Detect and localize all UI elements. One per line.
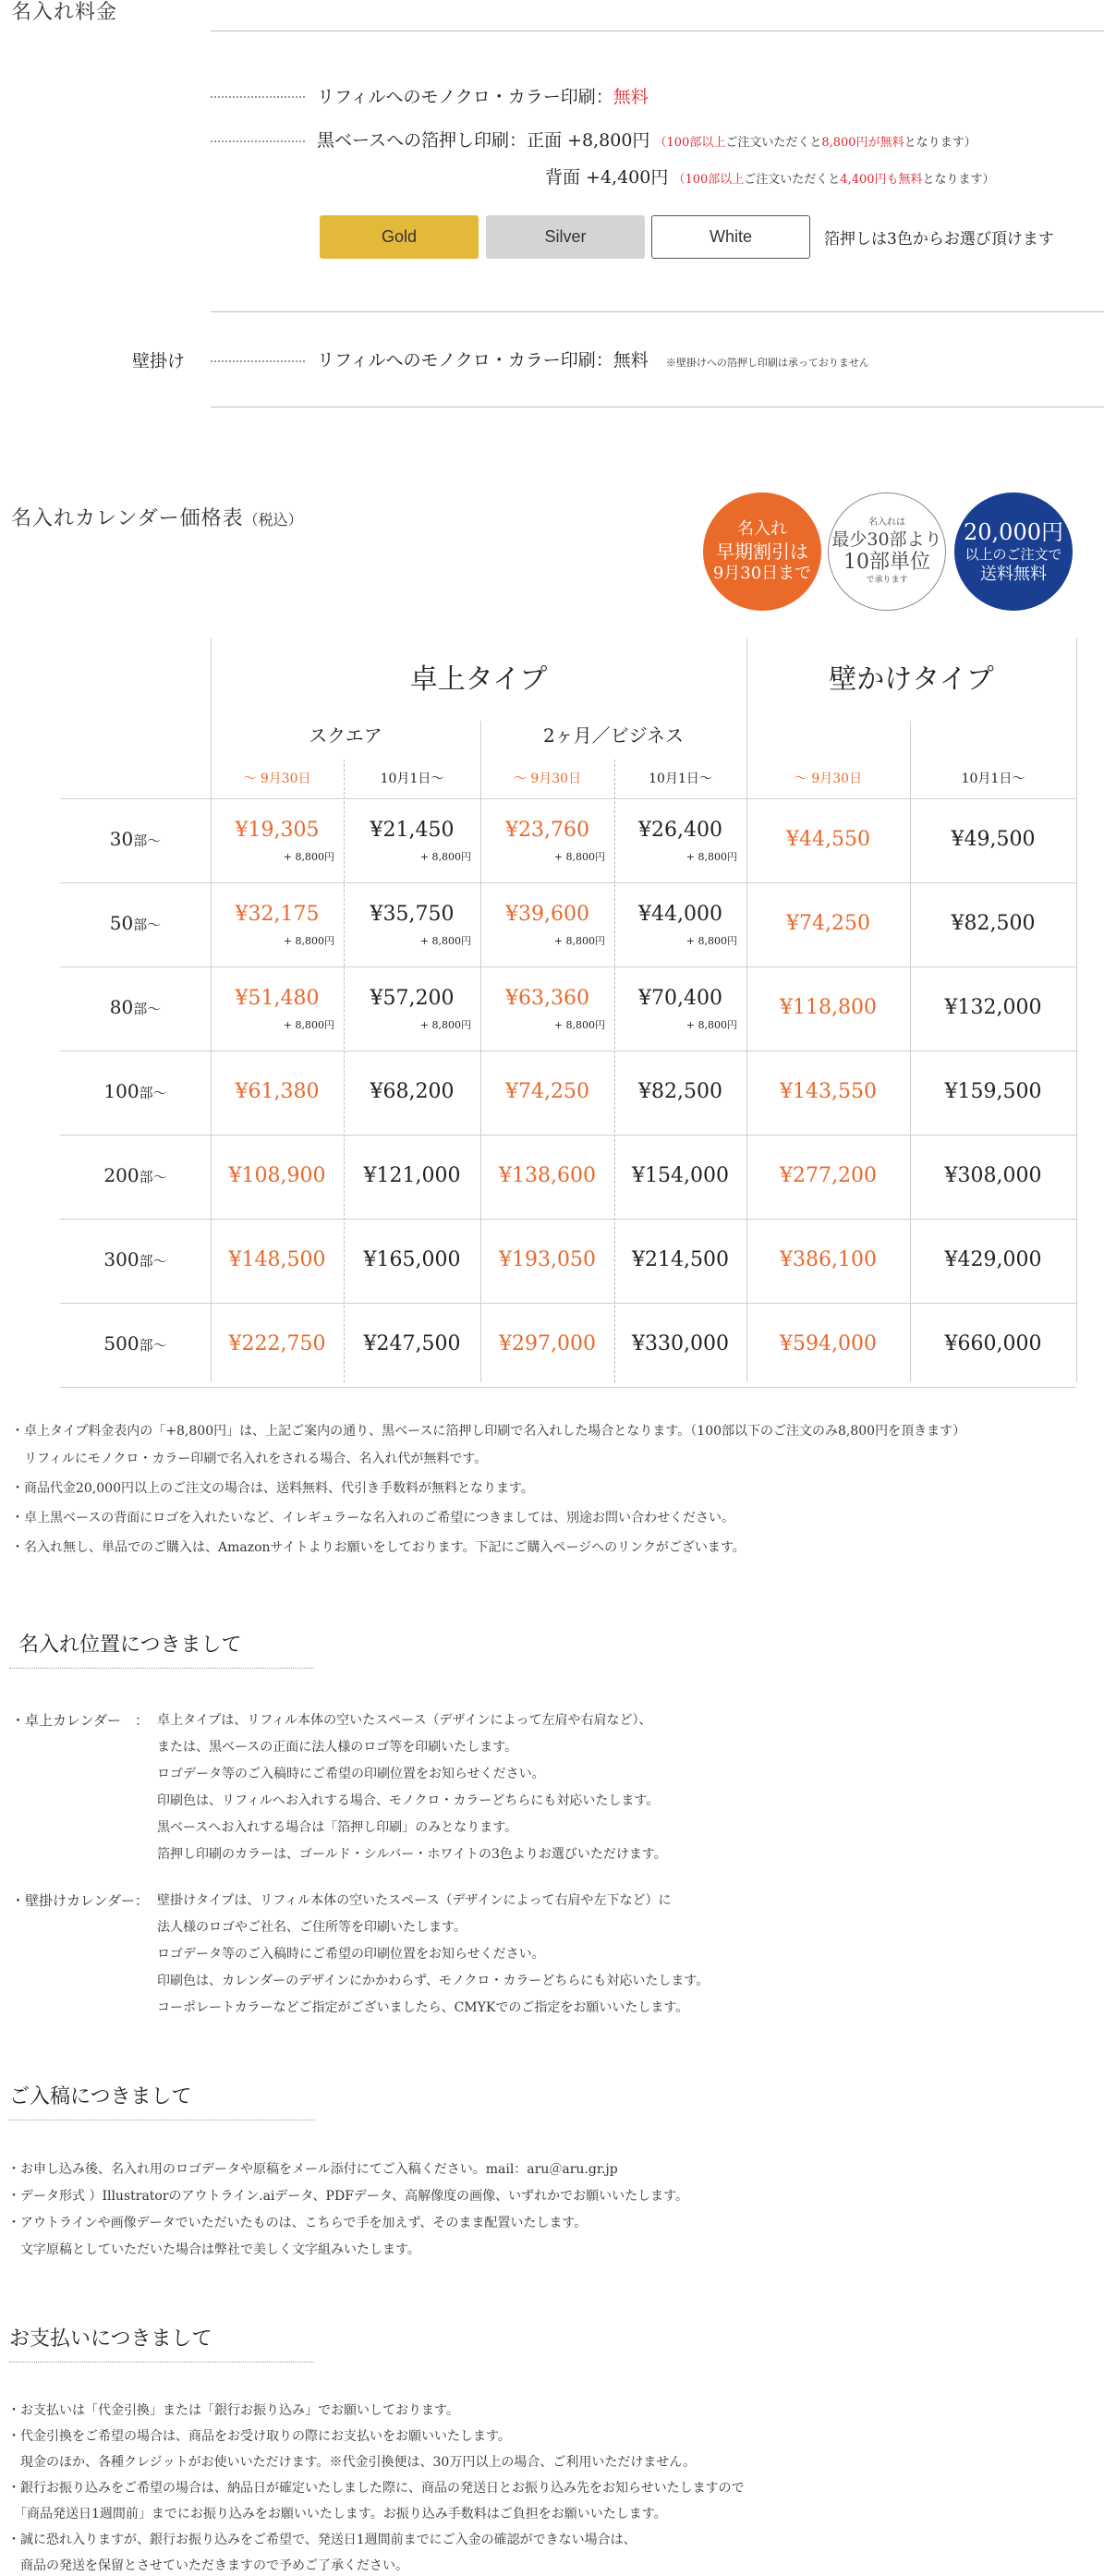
price-table-title-row [11,503,303,531]
table-row-qty [60,1248,211,1270]
qty-number: 50 [109,912,134,934]
price-cell: ¥68,200 [370,1080,455,1103]
desk-calendar-line: 黒ベースへお入れする場合は「箔押し印刷」のみとなります。 [157,1820,518,1835]
table-group-wall: 壁かけタイプ [829,663,994,696]
foil-front-price: 正面 +8,800円 [527,130,650,151]
col-header-early: ～ 9月30日 [513,772,582,786]
price-cell: ¥21,450 [370,819,455,842]
price-cell: ¥193,050 [499,1248,596,1271]
table-row-qty [60,828,211,850]
price-cell: ¥132,000 [944,996,1042,1019]
badge-min-line4: で承ります [866,576,908,586]
table-hline [60,1219,1076,1220]
desk-calendar-line: ロゴデータ等のご入稿時にご希望の印刷位置をお知らせください。 [157,1767,545,1781]
price-cell: ¥214,500 [632,1248,729,1271]
table-vline [910,721,911,1382]
price-cell: ¥121,000 [363,1164,461,1187]
price-table-title-sub: （税込） [243,511,303,529]
table-group-desk: 卓上タイプ [409,663,548,696]
foil-front-note-b: ご注文いただくと [725,136,822,150]
foil-back-price: 背面 +4,400円 [545,167,669,188]
badge-early-discount [703,492,821,611]
qty-unit: 部～ [139,1169,167,1185]
foil-back-row [545,164,995,188]
qty-unit: 部～ [133,917,162,933]
price-cell: ¥23,760 [505,819,589,842]
price-plus-note: + 8,800円 [283,851,334,863]
table-hline [60,966,1076,967]
payment-line: ・お支払いは「代金引換」または「銀行お振り込み」でお願いしております。 [7,2403,459,2418]
dotted-leader [211,96,305,98]
wall-calendar-line: 壁掛けタイプは、リフィル本体の空いたスペース（デザインによって右肩や左下など）に [157,1893,672,1908]
price-cell: ¥308,000 [944,1164,1042,1187]
badge-free-line3: 送料無料 [980,564,1047,584]
wall-calendar-line: ロゴデータ等のご入稿時にご希望の印刷位置をお知らせください。 [157,1947,545,1962]
price-cell: ¥660,000 [944,1332,1042,1355]
price-cell: ¥222,750 [228,1332,326,1355]
qty-number: 300 [103,1248,140,1270]
price-plus-note: + 8,800円 [685,1019,737,1031]
price-cell: ¥70,400 [638,987,722,1010]
price-cell: ¥49,500 [951,828,1036,851]
color-swatch-silver: Silver [486,215,645,259]
price-plus-note: + 8,800円 [553,851,605,863]
qty-number: 80 [109,996,134,1018]
col-header-late: 10月1日～ [649,772,712,786]
section-title-naire-price: 名入れ料金 [11,1,118,24]
table-row-qty [60,1080,211,1102]
price-cell: ¥19,305 [235,819,320,842]
foil-back-note-a: （100部以上 [673,173,745,187]
wall-title: 壁掛け [132,351,186,371]
price-plus-note: + 8,800円 [553,935,605,947]
price-cell: ¥594,000 [780,1332,877,1355]
table-hline [60,1303,1076,1304]
qty-number: 500 [103,1332,140,1355]
price-cell: ¥297,000 [499,1332,596,1355]
foil-back-note-d: となります） [922,173,995,187]
foil-front-note-a: （100部以上 [654,136,726,150]
foil-back-note-b: ご注文いただくと [744,173,841,187]
price-cell: ¥74,250 [505,1080,589,1103]
payment-line: ・銀行お振り込みをご希望の場合は、納品日が確定いたしました際に、商品の発送日とお振り込み先をお知らせいたしますので [7,2481,745,2496]
wall-calendar-line: 印刷色は、カレンダーのデザインにかかわらず、モノクロ・カラーどちらにも対応いたします。 [157,1974,710,1988]
badge-min-line2: 最少30部より [831,529,942,551]
price-cell: ¥429,000 [944,1248,1042,1271]
price-note: ・商品代金20,000円以上のご注文の場合は、送料無料、代引き手数料が無料となります。 [11,1481,534,1496]
table-row-qty [60,996,211,1018]
table-vline [1076,638,1077,1382]
price-cell: ¥44,550 [786,828,870,851]
price-cell: ¥44,000 [638,903,722,926]
desk-calendar-line: または、黒ベースの正面に法人様のロゴ等を印刷いたします。 [157,1740,518,1755]
badge-early-line3: 9月30日まで [712,564,812,583]
wall-value: 無料 [613,350,649,371]
price-cell: ¥51,480 [235,987,320,1010]
price-cell: ¥330,000 [632,1332,729,1355]
color-swatch-white: White [651,215,810,259]
refill-value: 無料 [613,87,649,107]
wall-label: リフィルへのモノクロ・カラー印刷： [317,350,613,371]
payment-line: 「商品発送日1週間前」までにお振り込みをお願いいたします。お振り込み手数料はご負担をお願いいたします。 [7,2507,667,2521]
price-cell: ¥159,500 [944,1080,1042,1103]
price-plus-note: + 8,800円 [283,935,334,947]
price-cell: ¥118,800 [780,996,877,1019]
table-row-qty [60,1164,211,1186]
price-cell: ¥277,200 [780,1164,877,1187]
table-sub-business: 2ヶ月／ビジネス [542,724,685,747]
badge-free-line2: 以上のご注文で [964,546,1062,564]
badge-min-line3: 10部単位 [843,550,930,574]
table-hline [60,798,1076,799]
qty-unit: 部～ [139,1337,167,1354]
price-plus-note: + 8,800円 [419,851,471,863]
desk-calendar-line: 印刷色は、リフィルへお入れする場合、モノクロ・カラーどちらにも対応いたします。 [157,1793,660,1808]
qty-unit: 部～ [139,1085,167,1101]
price-cell: ¥247,500 [363,1332,461,1355]
foil-front-note-c: 8,800円が無料 [821,136,904,150]
payment-line: 商品の発送を保留とさせていただきますので予めご了承ください。 [7,2558,408,2573]
price-note: ・卓上黒ベースの背面にロゴを入れたいなど、イレギュラーな名入れのご希望につきましては、別途お問い合わせください。 [11,1511,735,1525]
price-cell: ¥386,100 [780,1248,877,1271]
table-hline [60,1135,1076,1136]
desk-calendar-label: ・卓上カレンダー ： [11,1712,150,1729]
col-header-late: 10月1日～ [961,772,1025,786]
refill-label: リフィルへのモノクロ・カラー印刷： [317,87,613,107]
foil-front-row [317,127,977,152]
qty-number: 200 [103,1164,140,1186]
price-cell: ¥165,000 [363,1248,461,1271]
foil-back-note-c: 4,400円も無料 [840,173,923,187]
dotted-underline [9,2362,314,2363]
col-header-early: ～ 9月30日 [243,772,311,786]
col-header-late: 10月1日～ [380,772,444,786]
wall-price-row [317,346,869,371]
qty-unit: 部～ [133,1001,162,1017]
price-cell: ¥39,600 [505,903,589,926]
badge-minimum-order [828,492,946,611]
price-plus-note: + 8,800円 [419,1019,471,1031]
wall-calendar-line: コーポレートカラーなどご指定がございましたら、CMYKでのご指定をお願いいたします。 [157,2000,689,2015]
price-cell: ¥143,550 [780,1080,877,1103]
table-vline-dashed [344,759,345,1382]
color-swatch-gold: Gold [320,215,479,259]
price-plus-note: + 8,800円 [419,935,471,947]
table-row-qty [60,1332,211,1355]
payment-line: 現金のほか、各種クレジットがお使いいただけます。※代金引換便は、30万円以上の場合、ご利用いただけません。 [7,2455,697,2470]
qty-unit: 部～ [133,832,162,849]
price-cell: ¥74,250 [786,912,870,935]
table-sub-square: スクエア [309,724,382,747]
price-plus-note: + 8,800円 [283,1019,334,1031]
price-cell: ¥82,500 [951,912,1036,935]
qty-number: 30 [109,828,134,850]
price-note: ・卓上タイプ料金表内の「+8,800円」は、上記ご案内の通り、黒ベースに箔押し印刷で名入れした場合となります。（100部以下のご注文のみ8,800円を頂きます） [11,1424,966,1439]
foil-label: 黒ベースへの箔押し印刷： [317,130,528,151]
divider [211,30,1104,31]
table-vline-dashed [614,759,615,1382]
price-note: ・名入れ無し、単品でのご購入は、Amazonサイトよりお願いをしております。下記にご購入ページへのリンクがございます。 [11,1540,746,1555]
table-row-qty [60,912,211,934]
price-cell: ¥138,600 [499,1164,596,1187]
dotted-leader [211,140,305,142]
desk-calendar-line: 箔押し印刷のカラーは、ゴールド・シルバー・ホワイトの3色よりお選びいただけます。 [157,1847,667,1862]
payment-line: ・誠に恐れ入りますが、銀行お振り込みをご希望で、発送日1週間前までにご入金の確認ができない場合は、 [7,2533,637,2547]
section-title-submission: ご入稿につきまして [9,2085,192,2108]
section-title-payment: お支払いにつきまして [9,2327,212,2351]
qty-unit: 部～ [139,1253,167,1270]
price-cell: ¥26,400 [638,819,722,842]
submission-line: ・アウトラインや画像データでいただいたものは、こちらで手を加えず、そのまま配置いたします。 [7,2216,588,2230]
submission-line: ・データ形式 ）Illustratorのアウトライン.aiデータ、PDFデータ、高解像度の画像、いずれかでお願いいたします。 [7,2189,688,2204]
section-title-position: 名入れ位置につきまして [18,1634,242,1657]
badge-early-line1: 名入れ [737,519,787,540]
wall-calendar-line: 法人様のロゴやご社名、ご住所等を印刷いたします。 [157,1920,467,1935]
col-header-early: ～ 9月30日 [794,772,863,786]
price-cell: ¥35,750 [370,903,455,926]
qty-number: 100 [103,1080,140,1102]
price-cell: ¥82,500 [638,1080,722,1103]
table-hline [60,882,1076,883]
divider [211,311,1104,312]
price-cell: ¥57,200 [370,987,455,1010]
price-plus-note: + 8,800円 [553,1019,605,1031]
colors-note: 箔押しは3色からお選び頂けます [824,230,1054,249]
wall-calendar-label: ・壁掛けカレンダー： [11,1892,150,1909]
badge-free-shipping [954,492,1073,611]
price-cell: ¥32,175 [235,903,320,926]
refill-price-row [317,83,649,108]
badge-min-line1: 名入れは [868,517,905,529]
submission-line: 文字原稿としていただいた場合は弊社で美しく文字組みいたします。 [7,2242,420,2257]
table-hline [60,1387,1076,1388]
badge-free-line1: 20,000円 [964,518,1063,545]
price-cell: ¥108,900 [228,1164,326,1187]
submission-line: ・お申し込み後、名入れ用のロゴデータや原稿をメール添付にてご入稿ください。mail：aru＠aru.gr.jp [7,2162,618,2177]
price-cell: ¥154,000 [632,1164,729,1187]
price-cell: ¥148,500 [228,1248,326,1271]
price-plus-note: + 8,800円 [685,851,737,863]
badge-early-line2: 早期割引は [716,541,808,563]
price-table-title: 名入れカレンダー価格表 [11,507,244,530]
price-plus-note: + 8,800円 [685,935,737,947]
wall-note: ※壁掛けへの箔押し印刷は承っておりません [665,357,869,369]
payment-line: ・代金引換をご希望の場合は、商品をお受け取りの際にお支払いをお願いいたします。 [7,2429,511,2444]
price-cell: ¥61,380 [235,1080,320,1103]
dotted-leader [211,360,305,362]
desk-calendar-line: 卓上タイプは、リフィル本体の空いたスペース（デザインによって左肩や右肩など）、 [157,1713,652,1728]
price-note: リフィルにモノクロ・カラー印刷で名入れをされる場合、名入れ代が無料です。 [11,1452,488,1466]
dotted-underline [9,1668,314,1669]
price-cell: ¥63,360 [505,987,589,1010]
foil-front-note-d: となります） [904,136,977,150]
